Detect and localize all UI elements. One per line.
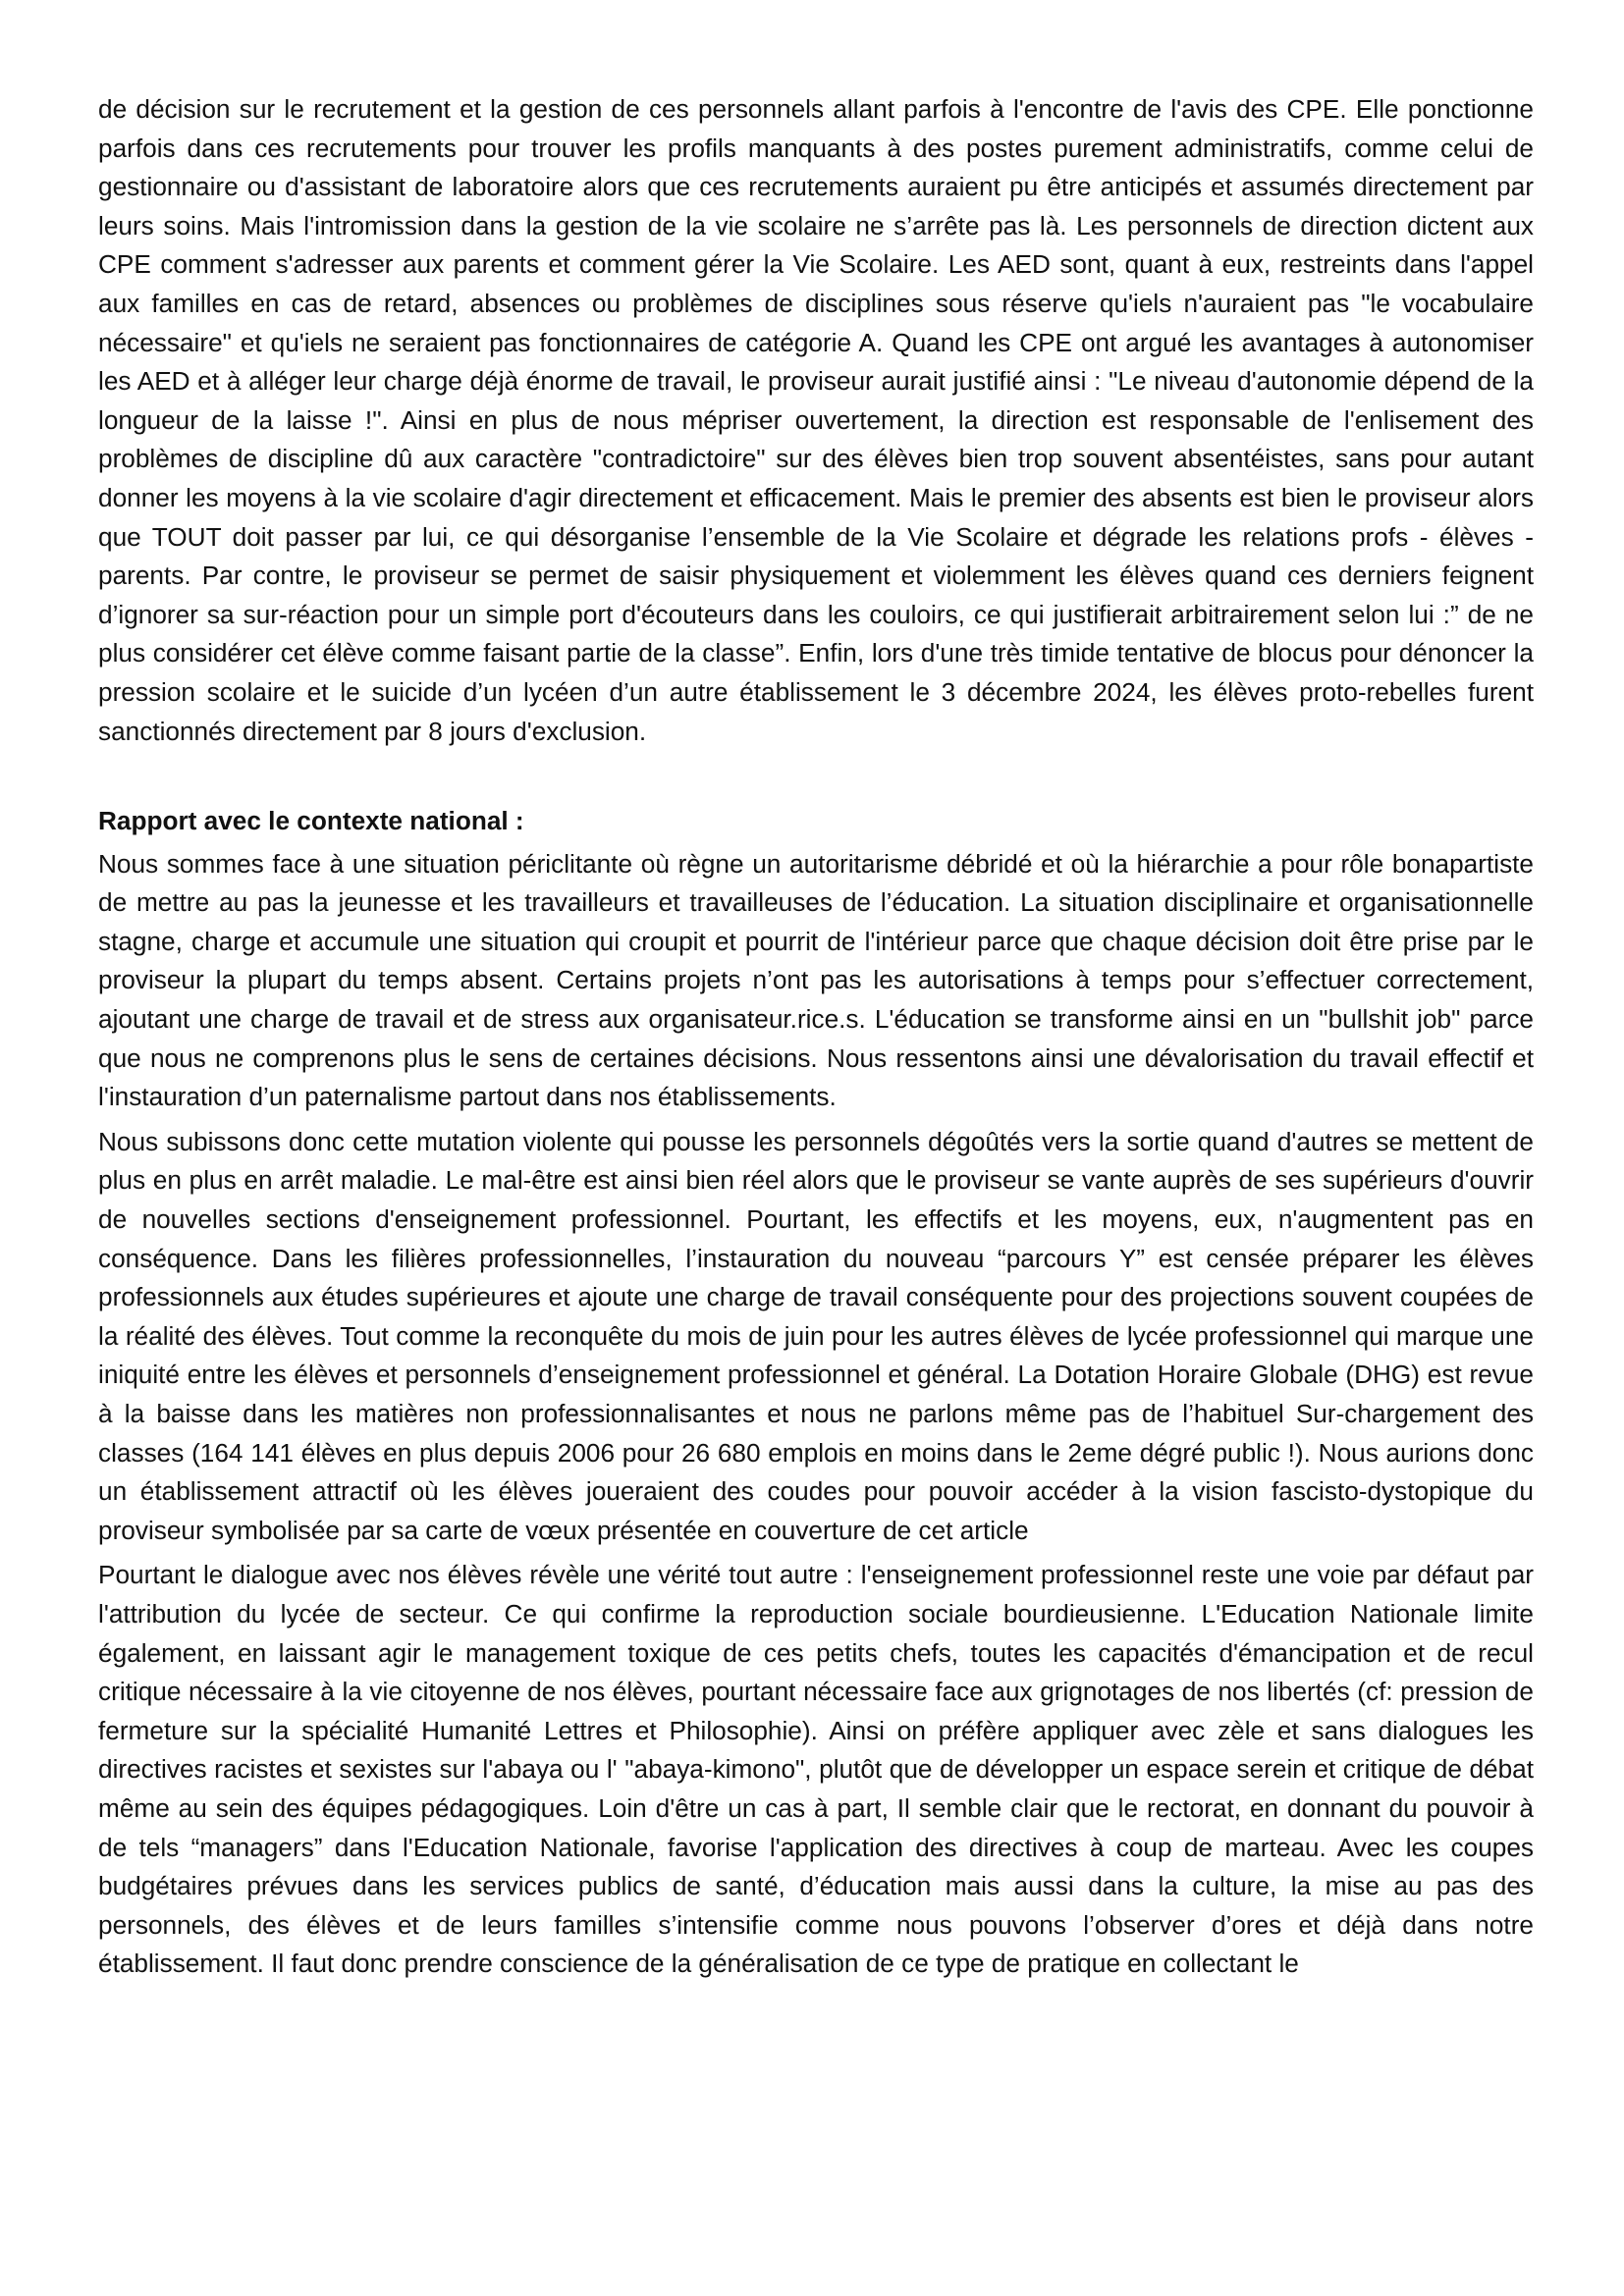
body-paragraph-2: Nous subissons donc cette mutation violente qui pousse les personnels dégoûtés vers la sortie quand d'autres se mettent de plus en plus en arrêt maladie. Le mal-être est ainsi bien réel alors que le proviseur se vante auprès de ses supérieurs d'ouvrir de nouvelles sections d'enseignement professionnel. Pourtant, les effectifs et les moyens, eux, n'augmentent pas en conséquence. Dans les filières professionnelles, l’instauration du nouveau “parcours Y” est censée préparer les élèves professionnels aux études supérieures et ajoute une charge de travail conséquente pour des projections souvent coupées de la réalité des élèves. Tout comme la reconquête du mois de juin pour les autres élèves de lycée professionnel qui marque une iniquité entre les élèves et personnels d’enseignement professionnel et général. La Dotation Horaire Globale (DHG) est revue à la baisse dans les matières non professionnalisantes et nous ne parlons même pas de l’habituel Sur-chargement des classes (164 141 élèves en plus depuis 2006 pour 26 680 emplois en moins dans le 2eme dégré public !). Nous aurions donc un établissement attractif où les élèves joueraient des coudes pour pouvoir accéder à la vision fascisto-dystopique du proviseur symbolisée par sa carte de vœux présentée en couverture de cet article xyxy=(98,1126,1534,1545)
document-page xyxy=(98,90,1534,1984)
intro-paragraph: de décision sur le recrutement et la gestion de ces personnels allant parfois à l'encontre de l'avis des CPE. Elle ponctionne parfois dans ces recrutements pour trouver les profils manquants à des postes purement administratifs, comme celui de gestionnaire ou d'assistant de laboratoire alors que ces recrutements auraient pu être anticipés et assumés directement par leurs soins. Mais l'intromission dans la gestion de la vie scolaire ne s’arrête pas là. Les personnels de direction dictent aux CPE comment s'adresser aux parents et comment gérer la Vie Scolaire. Les AED sont, quant à eux, restreints dans l'appel aux familles en cas de retard, absences ou problèmes de disciplines sous réserve qu'iels n'auraient pas "le vocabulaire nécessaire" et qu'iels ne seraient pas fonctionnaires de catégorie A. Quand les CPE ont argué les avantages à autonomiser les AED et à alléger leur charge déjà énorme de travail, le proviseur aurait justifié ainsi : "Le niveau d'autonomie dépend de la longueur de la laisse !". Ainsi en plus de nous mépriser ouvertement, la direction est responsable de l'enlisement des problèmes de discipline dû aux caractère "contradictoire" sur des élèves bien trop souvent absentéistes, sans pour autant donner les moyens à la vie scolaire d'agir directement et efficacement. Mais le premier des absents est bien le proviseur alors que TOUT doit passer par lui, ce qui désorganise l’ensemble de la Vie Scolaire et dégrade les relations profs - élèves - parents. Par contre, le proviseur se permet de saisir physiquement et violemment les élèves quand ces derniers feignent d’ignorer sa sur-réaction pour un simple port d'écouteurs dans les couloirs, ce qui justifierait arbitrairement selon lui :” de ne plus considérer cet élève comme faisant partie de la classe”. Enfin, lors d'une très timide tentative de blocus pour dénoncer la pression scolaire et le suicide d’un lycéen d’un autre établissement le 3 décembre 2024, les élèves proto-rebelles furent sanctionnés directement par 8 jours d'exclusion. xyxy=(98,94,1534,746)
section-heading: Rapport avec le contexte national : xyxy=(98,806,524,836)
body-paragraph-1: Nous sommes face à une situation périclitante où règne un autoritarisme débridé et où la hiérarchie a pour rôle bonapartiste de mettre au pas la jeunesse et les travailleurs et travailleuses de l’éducation. La situation disciplinaire et organisationnelle stagne, charge et accumule une situation qui croupit et pourrit de l'intérieur parce que chaque décision doit être prise par le proviseur la plupart du temps absent. Certains projets n’ont pas les autorisations à temps pour s’effectuer correctement, ajoutant une charge de travail et de stress aux organisateur.rice.s. L'éducation se transforme ainsi en un "bullshit job" parce que nous ne comprenons plus le sens de certaines décisions. Nous ressentons ainsi une dévalorisation du travail effectif et l'instauration d’un paternalisme partout dans nos établissements. xyxy=(98,848,1534,1112)
body-paragraph-3: Pourtant le dialogue avec nos élèves révèle une vérité tout autre : l'enseignement professionnel reste une voie par défaut par l'attribution du lycée de secteur. Ce qui confirme la reproduction sociale bourdieusienne. L'Education Nationale limite également, en laissant agir le management toxique de ces petits chefs, toutes les capacités d'émancipation et de recul critique nécessaire à la vie citoyenne de nos élèves, pourtant nécessaire face aux grignotages de nos libertés (cf: pression de fermeture sur la spécialité Humanité Lettres et Philosophie). Ainsi on préfère appliquer avec zèle et sans dialogues les directives racistes et sexistes sur l'abaya ou l' "abaya-kimono", plutôt que de développer un espace serein et critique de débat même au sein des équipes pédagogiques. Loin d'être un cas à part, Il semble clair que le rectorat, en donnant du pouvoir à de tels “managers” dans l'Education Nationale, favorise l'application des directives à coup de marteau. Avec les coupes budgétaires prévues dans les services publics de santé, d’éducation mais aussi dans la culture, la mise au pas des personnels, des élèves et de leurs familles s’intensifie comme nous pouvons l’observer d’ores et déjà dans notre établissement. Il faut donc prendre conscience de la généralisation de ce type de pratique en collectant le xyxy=(98,1560,1534,1979)
